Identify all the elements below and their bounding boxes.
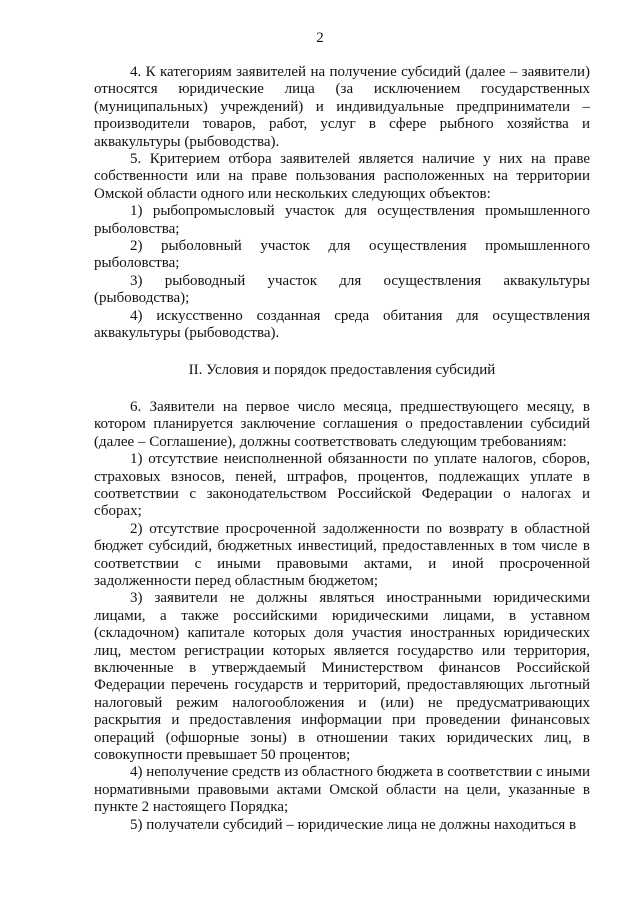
document-body xyxy=(94,64,590,834)
requirement-no-budget-debt: 2) отсутствие просроченной задолженности по возврату в областной бюджет субсидий, бюджетных инвестиций, предоставленных в том числе в соответствии с иными правовыми актами, и иной просроченной задолженности перед областным бюджетом; xyxy=(94,520,590,589)
list-item-fishing-area: 1) рыбопромысловый участок для осуществления промышленного рыболовства; xyxy=(94,203,590,237)
requirement-no-other-funds: 4) неполучение средств из областного бюджета в соответствии с иными нормативными правовыми актами Омской области на цели, указанные в пункте 2 настоящего Порядка; xyxy=(94,764,590,816)
paragraph-5-selection-criterion: 5. Критерием отбора заявителей является наличие у них на праве собственности или на праве пользования расположенных на территории Омской области одного или нескольких следующих объектов: xyxy=(94,151,590,202)
page-number: 2 xyxy=(316,30,324,46)
requirement-legal-status: 5) получатели субсидий – юридические лица не должны находиться в xyxy=(130,816,577,833)
requirement-no-tax-debt: 1) отсутствие неисполненной обязанности по уплате налогов, сборов, страховых взносов, пеней, штрафов, процентов, подлежащих уплате в соответствии с законодательством Российской Федерации о налогах и сборах; xyxy=(94,451,590,520)
list-item-artificial-habitat: 4) искусственно созданная среда обитания для осуществления аквакультуры (рыбоводства). xyxy=(94,307,590,342)
list-item-fish-breeding-area: 3) рыбоводный участок для осуществления аквакультуры (рыбоводства); xyxy=(94,272,590,307)
requirement-not-foreign-entity: 3) заявители не должны являться иностранными юридическими лицами, а также российскими юридическими лицами, в уставном (складочном) капитале которых доля участия иностранных юридических лиц, местом регистрации которых является государство или территория, включенные в утверждаемый Министерством финансов Российской Федерации перечень государств и территорий, предоставляющих льготный налоговый режим налогообложения и (или) не предусматривающих раскрытия и предоставления информации при проведении финансовых операций (офшорные зоны) в отношении таких юридических лиц, в совокупности превышает 50 процентов; xyxy=(94,590,590,764)
list-item-fish-catching-area: 2) рыболовный участок для осуществления промышленного рыболовства; xyxy=(94,238,590,272)
paragraph-6-requirements: 6. Заявители на первое число месяца, предшествующего месяцу, в котором планируется заключение соглашения о предоставлении субсидий (далее – Соглашение), должны соответствовать следующим требованиям: xyxy=(94,398,590,450)
paragraph-4-applicant-categories: 4. К категориям заявителей на получение субсидий (далее – заявители) относятся юридические лица (за исключением государственных (муниципальных) учреждений) и индивидуальные предприниматели – производители товаров, работ, услуг в сфере рыбного хозяйства и аквакультуры (рыбоводства). xyxy=(94,64,590,150)
section-heading: II. Условия и порядок предоставления субсидий xyxy=(188,361,496,378)
